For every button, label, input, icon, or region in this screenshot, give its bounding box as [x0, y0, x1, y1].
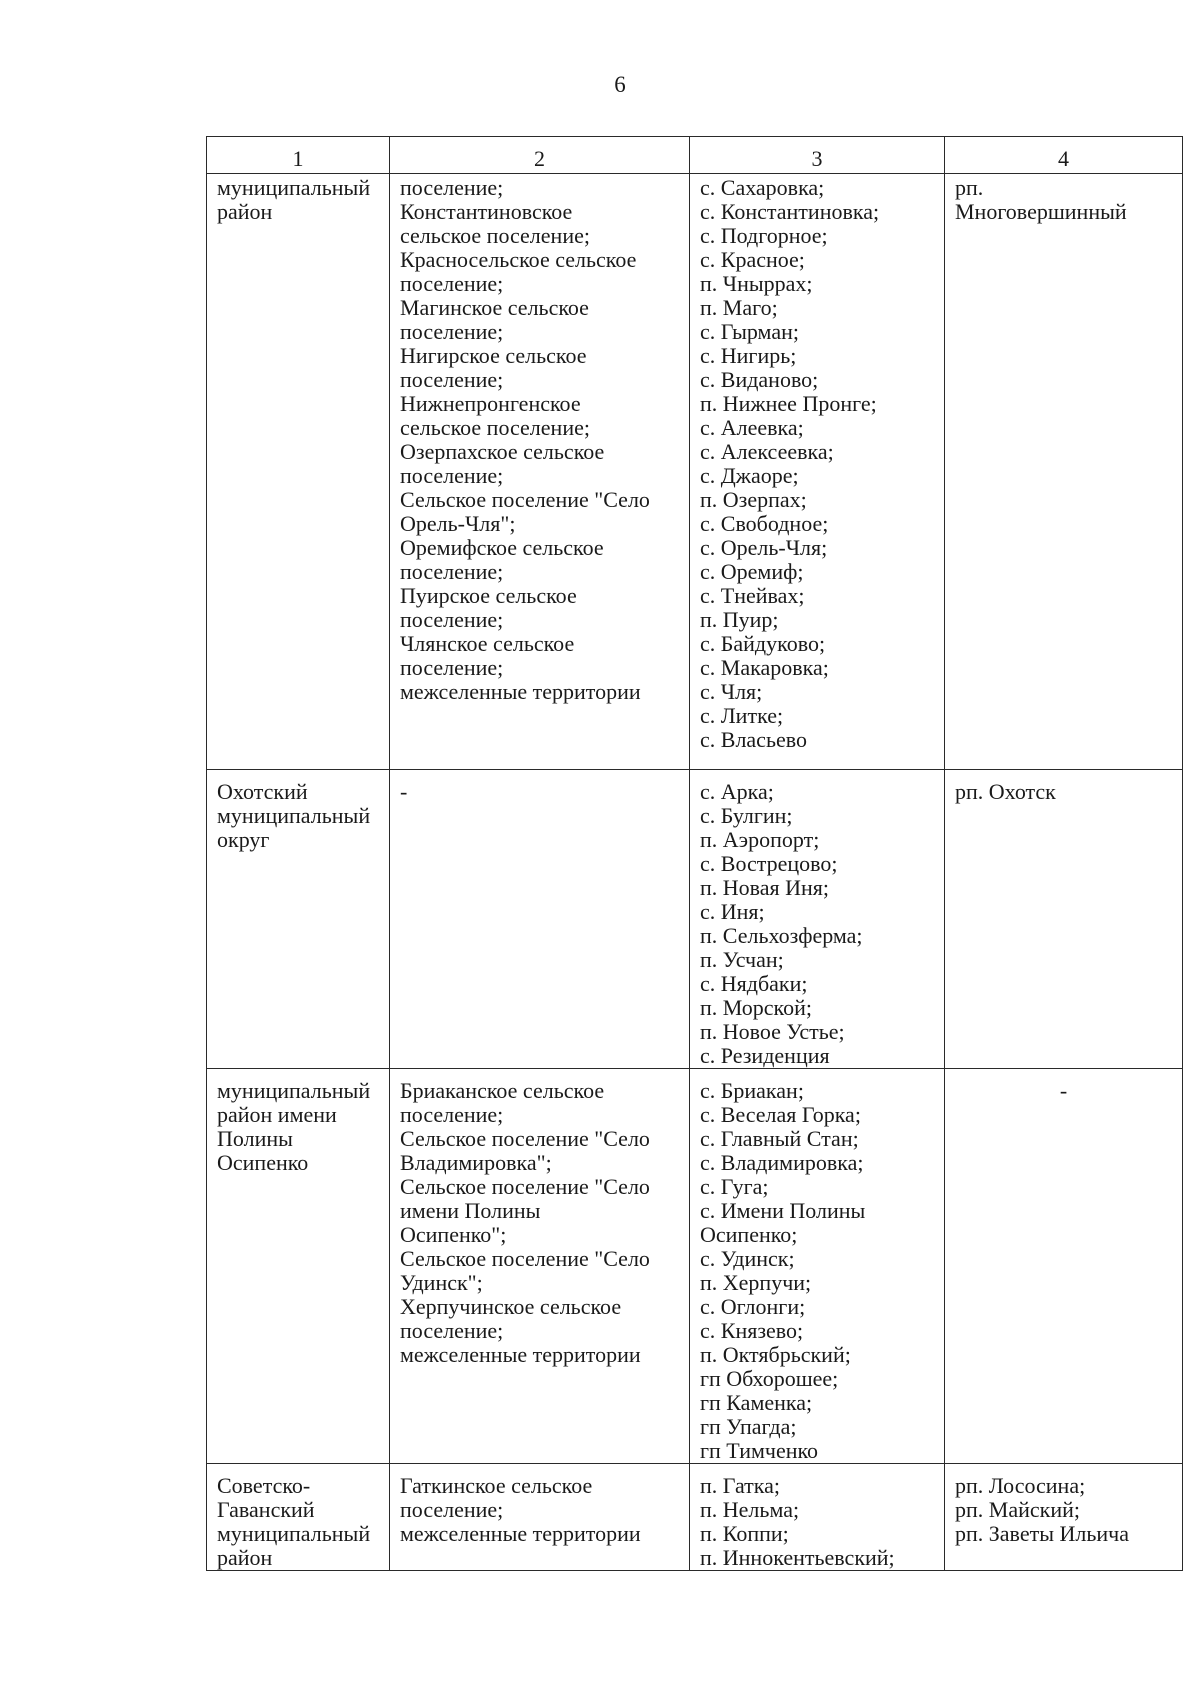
- cell-line: с. Вострецово;: [700, 851, 838, 876]
- cell-line: п. Маго;: [700, 295, 778, 320]
- settlement-cell: [390, 1069, 690, 1464]
- cell-line: с. Бриакан;: [700, 1078, 804, 1103]
- cell-line: Осипенко: [217, 1150, 309, 1175]
- cell-line: Сельское поселение "Село: [400, 487, 650, 512]
- cell-line: район имени: [217, 1102, 337, 1127]
- cell-line: п. Гатка;: [700, 1473, 780, 1498]
- cell-line: -: [400, 779, 408, 804]
- table-header-row: [207, 137, 1183, 174]
- cell-line: с. Резиденция: [700, 1043, 830, 1068]
- cell-line: район: [217, 1545, 273, 1570]
- cell-line: поселение;: [400, 1102, 504, 1127]
- column-header-2: 2: [390, 137, 690, 174]
- cell-line: муниципальный: [217, 1078, 371, 1103]
- cell-line: с. Алексеевка;: [700, 439, 834, 464]
- locality-cell: [690, 174, 945, 770]
- page-number: 6: [614, 72, 626, 97]
- cell-line: п. Озерпах;: [700, 487, 807, 512]
- cell-line: гп Упагда;: [700, 1414, 797, 1439]
- cell-line: Херпучинское сельское: [400, 1294, 622, 1319]
- cell-line: с. Арка;: [700, 779, 774, 804]
- table-row: [207, 1464, 1183, 1571]
- cell-line: Охотский: [217, 779, 308, 804]
- district-cell: [207, 1464, 390, 1571]
- cell-line: с. Удинск;: [700, 1246, 795, 1271]
- cell-line: с. Орель-Чля;: [700, 535, 828, 560]
- cell-line: с. Свободное;: [700, 511, 829, 536]
- locality-cell: [690, 1464, 945, 1571]
- cell-line: п. Новое Устье;: [700, 1019, 845, 1044]
- cell-line: с. Чля;: [700, 679, 763, 704]
- cell-line: Магинское сельское: [400, 295, 589, 320]
- cell-line: с. Литке;: [700, 703, 784, 728]
- cell-line: с. Сахаровка;: [700, 175, 825, 200]
- cell-line: п. Пуир;: [700, 607, 779, 632]
- cell-line: Сельское поселение "Село: [400, 1174, 650, 1199]
- cell-line: п. Морской;: [700, 995, 813, 1020]
- cell-line: Орель-Чля";: [400, 511, 516, 536]
- cell-line: рп. Заветы Ильича: [955, 1521, 1129, 1546]
- cell-line: с. Имени Полины: [700, 1198, 866, 1223]
- cell-line: п. Коппи;: [700, 1521, 789, 1546]
- cell-line: поселение;: [400, 559, 504, 584]
- table-row: [207, 1069, 1183, 1464]
- cell-line: -: [1059, 1078, 1068, 1103]
- cell-line: поселение;: [400, 319, 504, 344]
- cell-line: с. Красное;: [700, 247, 805, 272]
- cell-line: п. Новая Иня;: [700, 875, 830, 900]
- cell-line: округ: [217, 827, 270, 852]
- cell-line: Бриаканское сельское: [400, 1078, 605, 1103]
- cell-line: межселенные территории: [400, 679, 641, 704]
- cell-line: Константиновское: [400, 199, 573, 224]
- cell-line: с. Владимировка;: [700, 1150, 864, 1175]
- settlement-cell: [390, 770, 690, 1069]
- cell-line: с. Константиновка;: [700, 199, 880, 224]
- district-cell: [207, 174, 390, 770]
- cell-line: Красносельское сельское: [400, 247, 637, 272]
- locality-cell: [690, 1069, 945, 1464]
- settlement-cell: [390, 174, 690, 770]
- cell-line: Владимировка";: [400, 1150, 552, 1175]
- cell-line: п. Усчан;: [700, 947, 784, 972]
- cell-line: Сельское поселение "Село: [400, 1246, 650, 1271]
- cell-line: Многовершинный: [955, 199, 1127, 224]
- column-header-4: 4: [945, 137, 1183, 174]
- cell-line: поселение;: [400, 655, 504, 680]
- cell-line: п. Нельма;: [700, 1497, 800, 1522]
- cell-line: Нижнепронгенское: [400, 391, 581, 416]
- cell-line: с. Веселая Горка;: [700, 1102, 861, 1127]
- cell-line: с. Тнейвах;: [700, 583, 805, 608]
- cell-line: п. Нижнее Пронге;: [700, 391, 877, 416]
- settlements-table: [206, 136, 1183, 1571]
- cell-line: Удинск";: [400, 1270, 483, 1295]
- cell-line: Гаванский: [217, 1497, 315, 1522]
- cell-line: рп. Охотск: [955, 779, 1056, 804]
- cell-line: гп Обхорошее;: [700, 1366, 839, 1391]
- cell-line: муниципальный: [217, 175, 371, 200]
- cell-line: муниципальный: [217, 1521, 371, 1546]
- cell-line: п. Сельхозферма;: [700, 923, 863, 948]
- cell-line: имени Полины: [400, 1198, 541, 1223]
- cell-line: с. Главный Стан;: [700, 1126, 859, 1151]
- cell-line: Пуирское сельское: [400, 583, 577, 608]
- cell-line: Оремифское сельское: [400, 535, 604, 560]
- cell-line: с. Нядбаки;: [700, 971, 808, 996]
- cell-line: с. Виданово;: [700, 367, 819, 392]
- cell-line: Озерпахское сельское: [400, 439, 605, 464]
- cell-line: Советско-: [217, 1473, 311, 1498]
- column-header-1: 1: [207, 137, 390, 174]
- cell-line: с. Оглонги;: [700, 1294, 806, 1319]
- cell-line: с. Нигирь;: [700, 343, 797, 368]
- cell-line: муниципальный: [217, 803, 371, 828]
- cell-line: гп Каменка;: [700, 1390, 813, 1415]
- cell-line: с. Байдуково;: [700, 631, 826, 656]
- center-cell: [945, 1069, 1183, 1464]
- district-cell: [207, 1069, 390, 1464]
- cell-line: п. Октябрьский;: [700, 1342, 851, 1367]
- cell-line: Сельское поселение "Село: [400, 1126, 650, 1151]
- cell-line: поселение;: [400, 1318, 504, 1343]
- cell-line: с. Иня;: [700, 899, 765, 924]
- cell-line: с. Алеевка;: [700, 415, 804, 440]
- cell-line: Нигирское сельское: [400, 343, 587, 368]
- cell-line: п. Херпучи;: [700, 1270, 812, 1295]
- cell-line: Члянское сельское: [400, 631, 575, 656]
- cell-line: гп Тимченко: [700, 1438, 819, 1463]
- cell-line: п. Аэропорт;: [700, 827, 820, 852]
- table-body: [207, 174, 1183, 1571]
- cell-line: межселенные территории: [400, 1521, 641, 1546]
- cell-line: поселение;: [400, 1497, 504, 1522]
- cell-line: поселение;: [400, 367, 504, 392]
- cell-line: Осипенко";: [400, 1222, 507, 1247]
- center-cell: [945, 770, 1183, 1069]
- cell-line: поселение;: [400, 463, 504, 488]
- cell-line: Осипенко;: [700, 1222, 798, 1247]
- district-cell: [207, 770, 390, 1069]
- cell-line: рп. Майский;: [955, 1497, 1080, 1522]
- cell-line: с. Джаоре;: [700, 463, 799, 488]
- cell-line: п. Иннокентьевский;: [700, 1545, 895, 1570]
- center-cell: [945, 174, 1183, 770]
- cell-line: поселение;: [400, 607, 504, 632]
- cell-line: с. Власьево: [700, 727, 807, 752]
- cell-line: с. Оремиф;: [700, 559, 804, 584]
- cell-line: Полины: [217, 1126, 293, 1151]
- cell-line: рп.: [955, 175, 984, 200]
- cell-line: сельское поселение;: [400, 415, 590, 440]
- cell-line: с. Гуга;: [700, 1174, 769, 1199]
- table-row: [207, 174, 1183, 770]
- cell-line: Гаткинское сельское: [400, 1473, 593, 1498]
- cell-line: рп. Лососина;: [955, 1473, 1086, 1498]
- cell-line: межселенные территории: [400, 1342, 641, 1367]
- settlement-cell: [390, 1464, 690, 1571]
- center-cell: [945, 1464, 1183, 1571]
- cell-line: поселение;: [400, 271, 504, 296]
- cell-line: с. Макаровка;: [700, 655, 829, 680]
- locality-cell: [690, 770, 945, 1069]
- column-header-3: 3: [690, 137, 945, 174]
- cell-line: сельское поселение;: [400, 223, 590, 248]
- cell-line: с. Князево;: [700, 1318, 804, 1343]
- cell-line: с. Гырман;: [700, 319, 799, 344]
- cell-line: район: [217, 199, 273, 224]
- cell-line: с. Булгин;: [700, 803, 793, 828]
- cell-line: п. Чныррах;: [700, 271, 813, 296]
- table-row: [207, 770, 1183, 1069]
- cell-line: с. Подгорное;: [700, 223, 828, 248]
- cell-line: поселение;: [400, 175, 504, 200]
